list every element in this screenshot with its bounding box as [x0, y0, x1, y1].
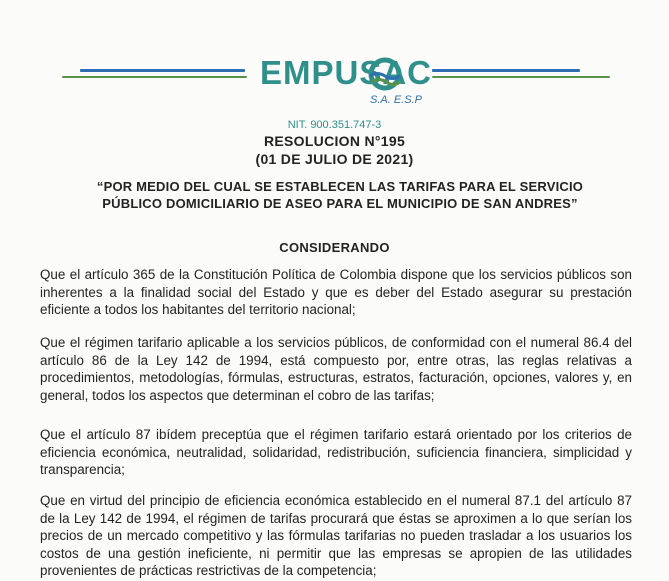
logo-wordmark: EMPUSAC	[260, 54, 433, 91]
document-title-line-2: PÚBLICO DOMICILIARIO DE ASEO PARA EL MUNICIPIO DE SAN ANDRES”	[102, 196, 578, 211]
nit-number: NIT. 900.351.747-3	[287, 119, 382, 131]
resolution-date: (01 DE JULIO DE 2021)	[255, 151, 414, 167]
logo-suffix: S.A. E.S.P	[370, 94, 422, 106]
document-title-line-1: “POR MEDIO DEL CUAL SE ESTABLECEN LAS TARIFAS PARA EL SERVICIO	[96, 179, 584, 194]
header-rule-right-blue	[432, 69, 580, 72]
paragraph: Que el régimen tarifario aplicable a los servicios públicos, de conformidad con el numeral 86.4 del artículo 86 de la Ley 142 de 1994, está compuesto por, entre otras, las reglas relativas a procedimientos, metodologías, fórmulas, estructuras, estratos, facturación, opciones, valores y, en general, todos los aspectos que determinan el cobro de las tarifas;	[40, 335, 632, 403]
company-logo	[252, 52, 432, 110]
header-rule-left-blue	[80, 69, 245, 72]
header-rule-right-green	[432, 76, 610, 78]
paragraph: Que en virtud del principio de eficiencia económica establecido en el numeral 87.1 del artículo 87 de la Ley 142 de 1994, el régimen de tarifas procurará que éstas se aproximen a lo que serían los precios de un mercado competitivo y las fórmulas tarifarias no pueden trasladar a los usuarios los costos de una gestión ineficiente, ni permitir que las empresas se apropien de las utilidades provenientes de prácticas restrictivas de la competencia;	[40, 493, 632, 579]
section-heading: CONSIDERANDO	[279, 240, 390, 255]
header-rule-left-green	[62, 76, 247, 78]
water-waves-icon	[360, 54, 410, 94]
paragraph: Que el artículo 87 ibídem preceptúa que el régimen tarifario estará orientado por los criterios de eficiencia económica, neutralidad, solidaridad, redistribución, suficiencia financiera, simplicidad y transparencia;	[40, 427, 632, 478]
paragraph: Que el artículo 365 de la Constitución Política de Colombia dispone que los servicios públicos son inherentes a la finalidad social del Estado y que es deber del Estado asegurar su prestación eficiente a todos los habitantes del territorio nacional;	[40, 267, 632, 318]
resolution-number: RESOLUCION N°195	[263, 133, 406, 149]
